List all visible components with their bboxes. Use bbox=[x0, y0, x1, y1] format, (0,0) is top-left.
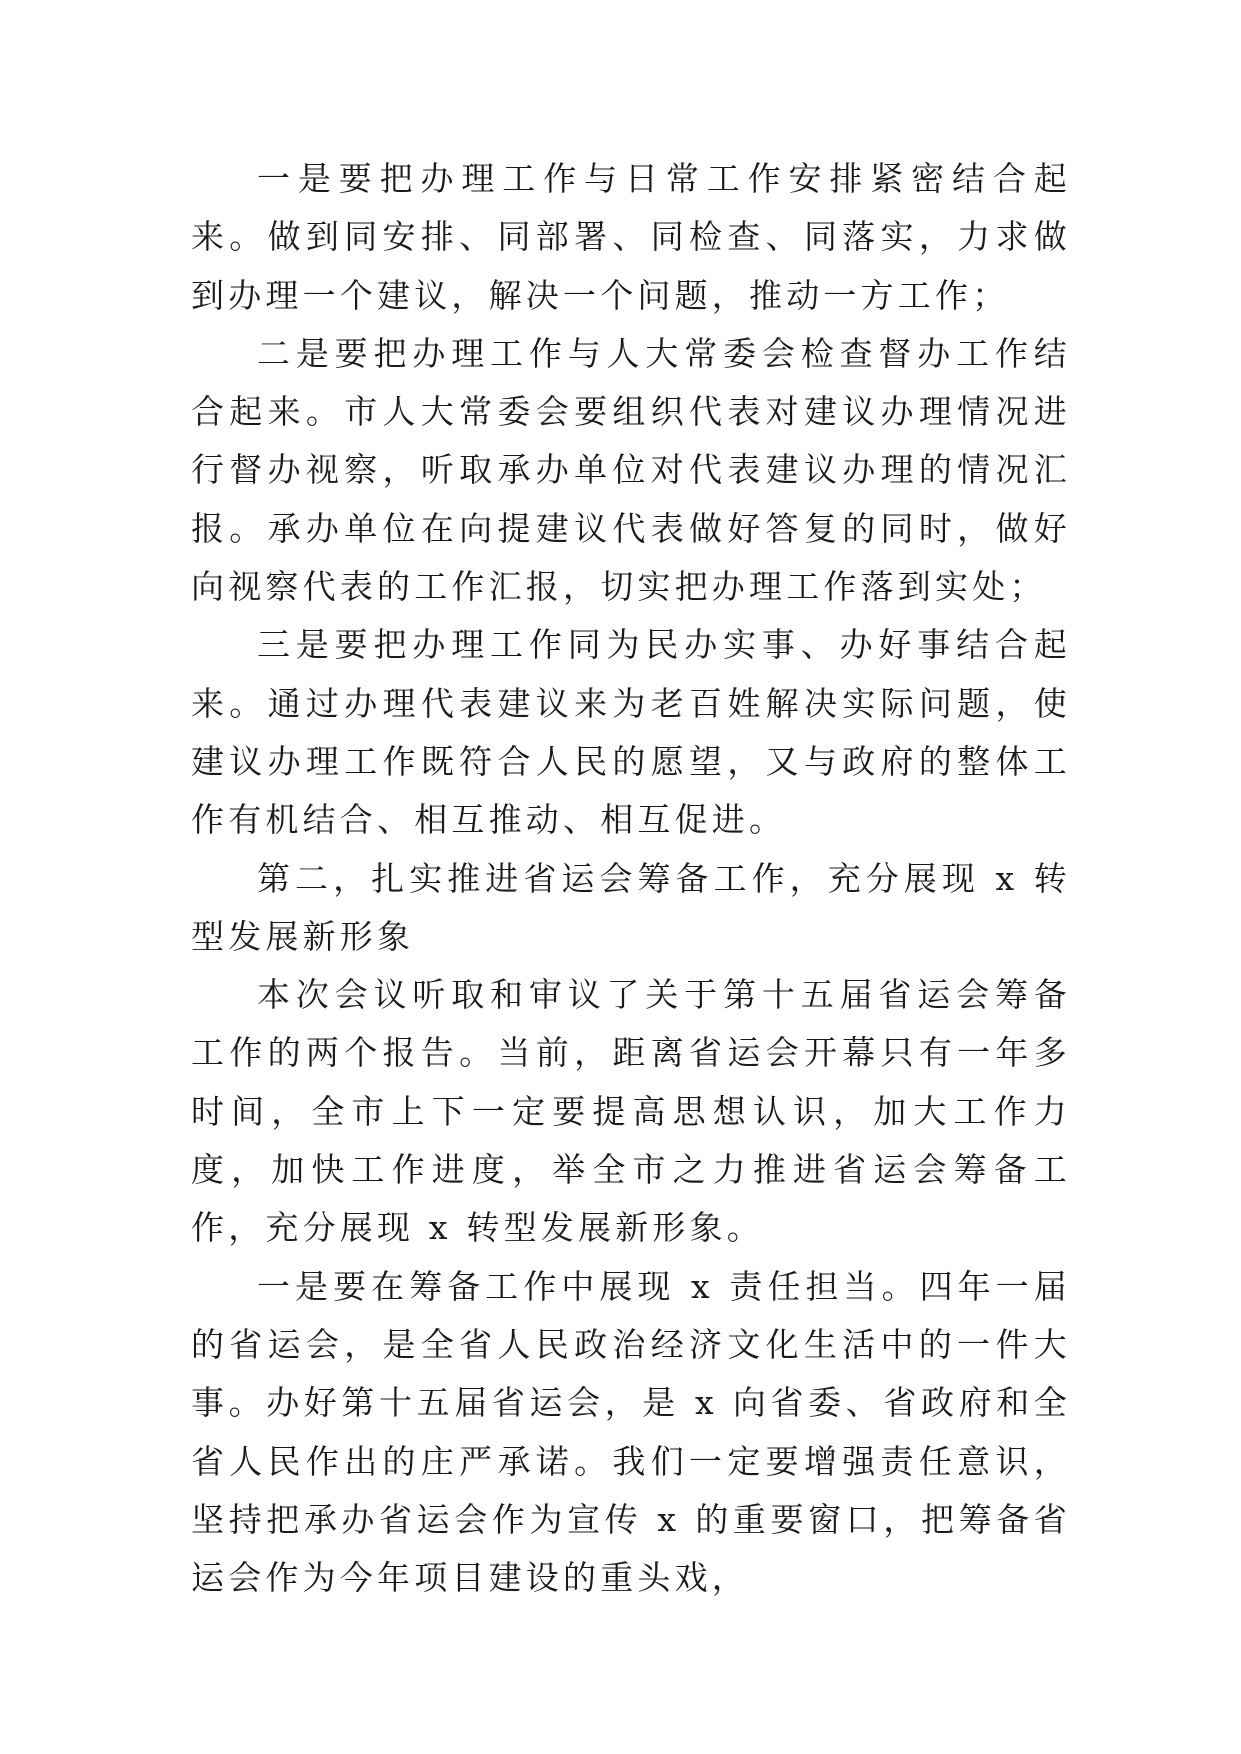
paragraph-4: 本次会议听取和审议了关于第十五届省运会筹备工作的两个报告。当前，距离省运会开幕只有一年多时间，全市上下一定要提高思想认识，加大工作力度，加快工作进度，举全市之力推进省运会筹备工作，充分展现 x 转型发展新形象。 bbox=[191, 975, 1071, 1248]
section-heading: 第二，扎实推进省运会筹备工作，充分展现 x 转型发展新形象 bbox=[191, 858, 1071, 956]
document-body bbox=[191, 150, 1071, 1607]
paragraph-2: 二是要把办理工作与人大常委会检查督办工作结合起来。市人大常委会要组织代表对建议办理情况进行督办视察，听取承办单位对代表建议办理的情况汇报。承办单位在向提建议代表做好答复的同时，做好向视察代表的工作汇报，切实把办理工作落到实处； bbox=[191, 333, 1071, 607]
paragraph-5: 一是要在筹备工作中展现 x 责任担当。四年一届的省运会，是全省人民政治经济文化生活中的一件大事。办好第十五届省运会，是 x 向省委、省政府和全省人民作出的庄严承诺。我们一定要增强责任意识，坚持把承办省运会作为宣传 x 的重要窗口，把筹备省运会作为今年项目建设的重头戏， bbox=[191, 1266, 1071, 1598]
paragraph-3: 三是要把办理工作同为民办实事、办好事结合起来。通过办理代表建议来为老百姓解决实际问题，使建议办理工作既符合人民的愿望，又与政府的整体工作有机结合、相互推动、相互促进。 bbox=[191, 625, 1071, 840]
paragraph-1: 一是要把办理工作与日常工作安排紧密结合起来。做到同安排、同部署、同检查、同落实，力求做到办理一个建议，解决一个问题，推动一方工作； bbox=[191, 159, 1071, 315]
